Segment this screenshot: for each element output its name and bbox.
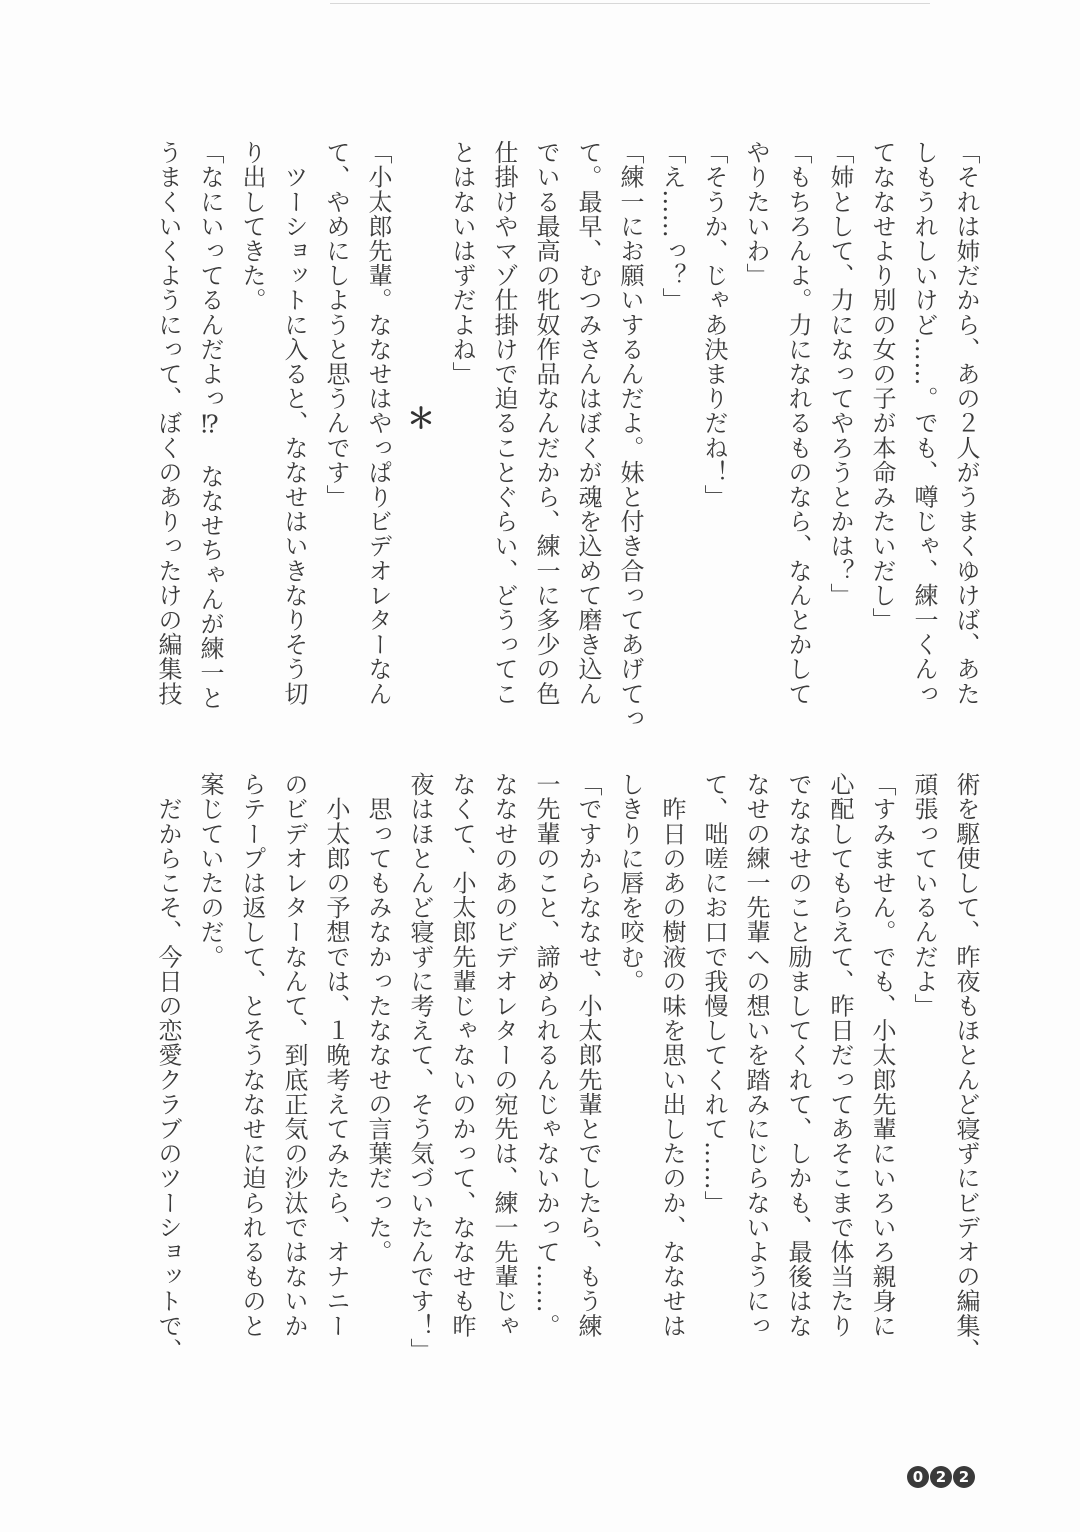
text-line: 「もちろんよ。力になれるものなら、なんとかして [784, 140, 812, 706]
asterisk-separator: ＊ [407, 402, 436, 435]
text-line: 昨日のあの樹液の味を思い出したのか、ななせは [658, 772, 686, 1338]
text-line: 一先輩のこと、諦められるんじゃないかって……。 [532, 772, 560, 1338]
text-line: 「え……っ？」 [658, 140, 686, 313]
text-line: 「姉として、力になってやろうとかは？」 [826, 140, 854, 608]
text-line: うまくいくようにって、ぼくのありったけの編集技 [154, 140, 182, 706]
text-line: やりたいわ」 [742, 140, 770, 288]
text-block-bottom [147, 772, 987, 1362]
text-block-top [147, 140, 987, 730]
text-line: 「それは姉だから、あの２人がうまくゆけば、あた [952, 140, 980, 706]
section-separator [399, 140, 441, 730]
page-number-digit: 0 [907, 1466, 929, 1488]
text-line: 仕掛けやマゾ仕掛けで迫ることぐらい、どうってこ [490, 140, 518, 706]
text-line: て、咄嗟にお口で我慢してくれて……」 [700, 772, 728, 1215]
text-line: だからこそ、今日の恋愛クラブのツーショットで、 [154, 772, 182, 1363]
text-line: 小太郎の予想では、１晩考えてみたら、オナニー [322, 772, 350, 1338]
text-line: のビデオレターなんて、到底正気の沙汰ではないか [280, 772, 308, 1338]
text-line: なせの練一先輩への想いを踏みにじらないようにっ [742, 772, 770, 1338]
text-line: て、やめにしようと思うんです」 [322, 140, 350, 509]
text-line: でいる最高の牝奴作品なんだから、練一に多少の色 [532, 140, 560, 706]
text-line: でななせのこと励ましてくれて、しかも、最後はな [784, 772, 812, 1338]
text-line: 心配してもらえて、昨日だってあそこまで体当たり [826, 772, 854, 1338]
text-line: 案じていたのだ。 [196, 772, 224, 969]
scan-artifact-line [330, 3, 930, 4]
text-line: しきりに唇を咬む。 [616, 772, 644, 994]
text-line: り出してきた。 [238, 140, 266, 313]
text-line: 「すみません。でも、小太郎先輩にいろいろ親身に [868, 772, 896, 1338]
text-line: 思ってもみなかったななせの言葉だった。 [364, 772, 392, 1264]
text-line: 「小太郎先輩。ななせはやっぱりビデオレターなん [364, 140, 392, 706]
page-number [907, 1466, 975, 1488]
text-line: てななせより別の女の子が本命みたいだし」 [868, 140, 896, 632]
text-line: ツーショットに入ると、ななせはいきなりそう切 [280, 140, 308, 706]
text-line: 術を駆使して、昨夜もほとんど寝ずにビデオの編集、 [952, 772, 980, 1363]
text-line: て。最早、むつみさんはぼくが魂を込めて磨き込ん [574, 140, 602, 706]
text-line: 「練一にお願いするんだよ。妹と付き合ってあげてっ [616, 140, 644, 731]
page-number-digit: 2 [953, 1466, 975, 1488]
text-line: とはないはずだよね」 [448, 140, 476, 386]
text-line: 「なにいってるんだよっ⁉ ななせちゃんが練一と [196, 140, 224, 710]
text-line: ななせのあのビデオレターの宛先は、練一先輩じゃ [490, 772, 518, 1338]
text-line: 頑張っているんだよ」 [910, 772, 938, 1018]
text-line: なくて、小太郎先輩じゃないのかって、ななせも昨 [448, 772, 476, 1338]
text-line: しもうれしいけど……。でも、噂じゃ、練一くんっ [910, 140, 938, 706]
page-number-digit: 2 [930, 1466, 952, 1488]
text-line: らテープは返して、とそうななせに迫られるものと [238, 772, 266, 1338]
text-line: 「ですからななせ、小太郎先輩とでしたら、もう練 [574, 772, 602, 1338]
text-line: 夜はほとんど寝ずに考えて、そう気づいたんです！」 [406, 772, 434, 1363]
text-line: 「そうか、じゃあ決まりだね！」 [700, 140, 728, 509]
